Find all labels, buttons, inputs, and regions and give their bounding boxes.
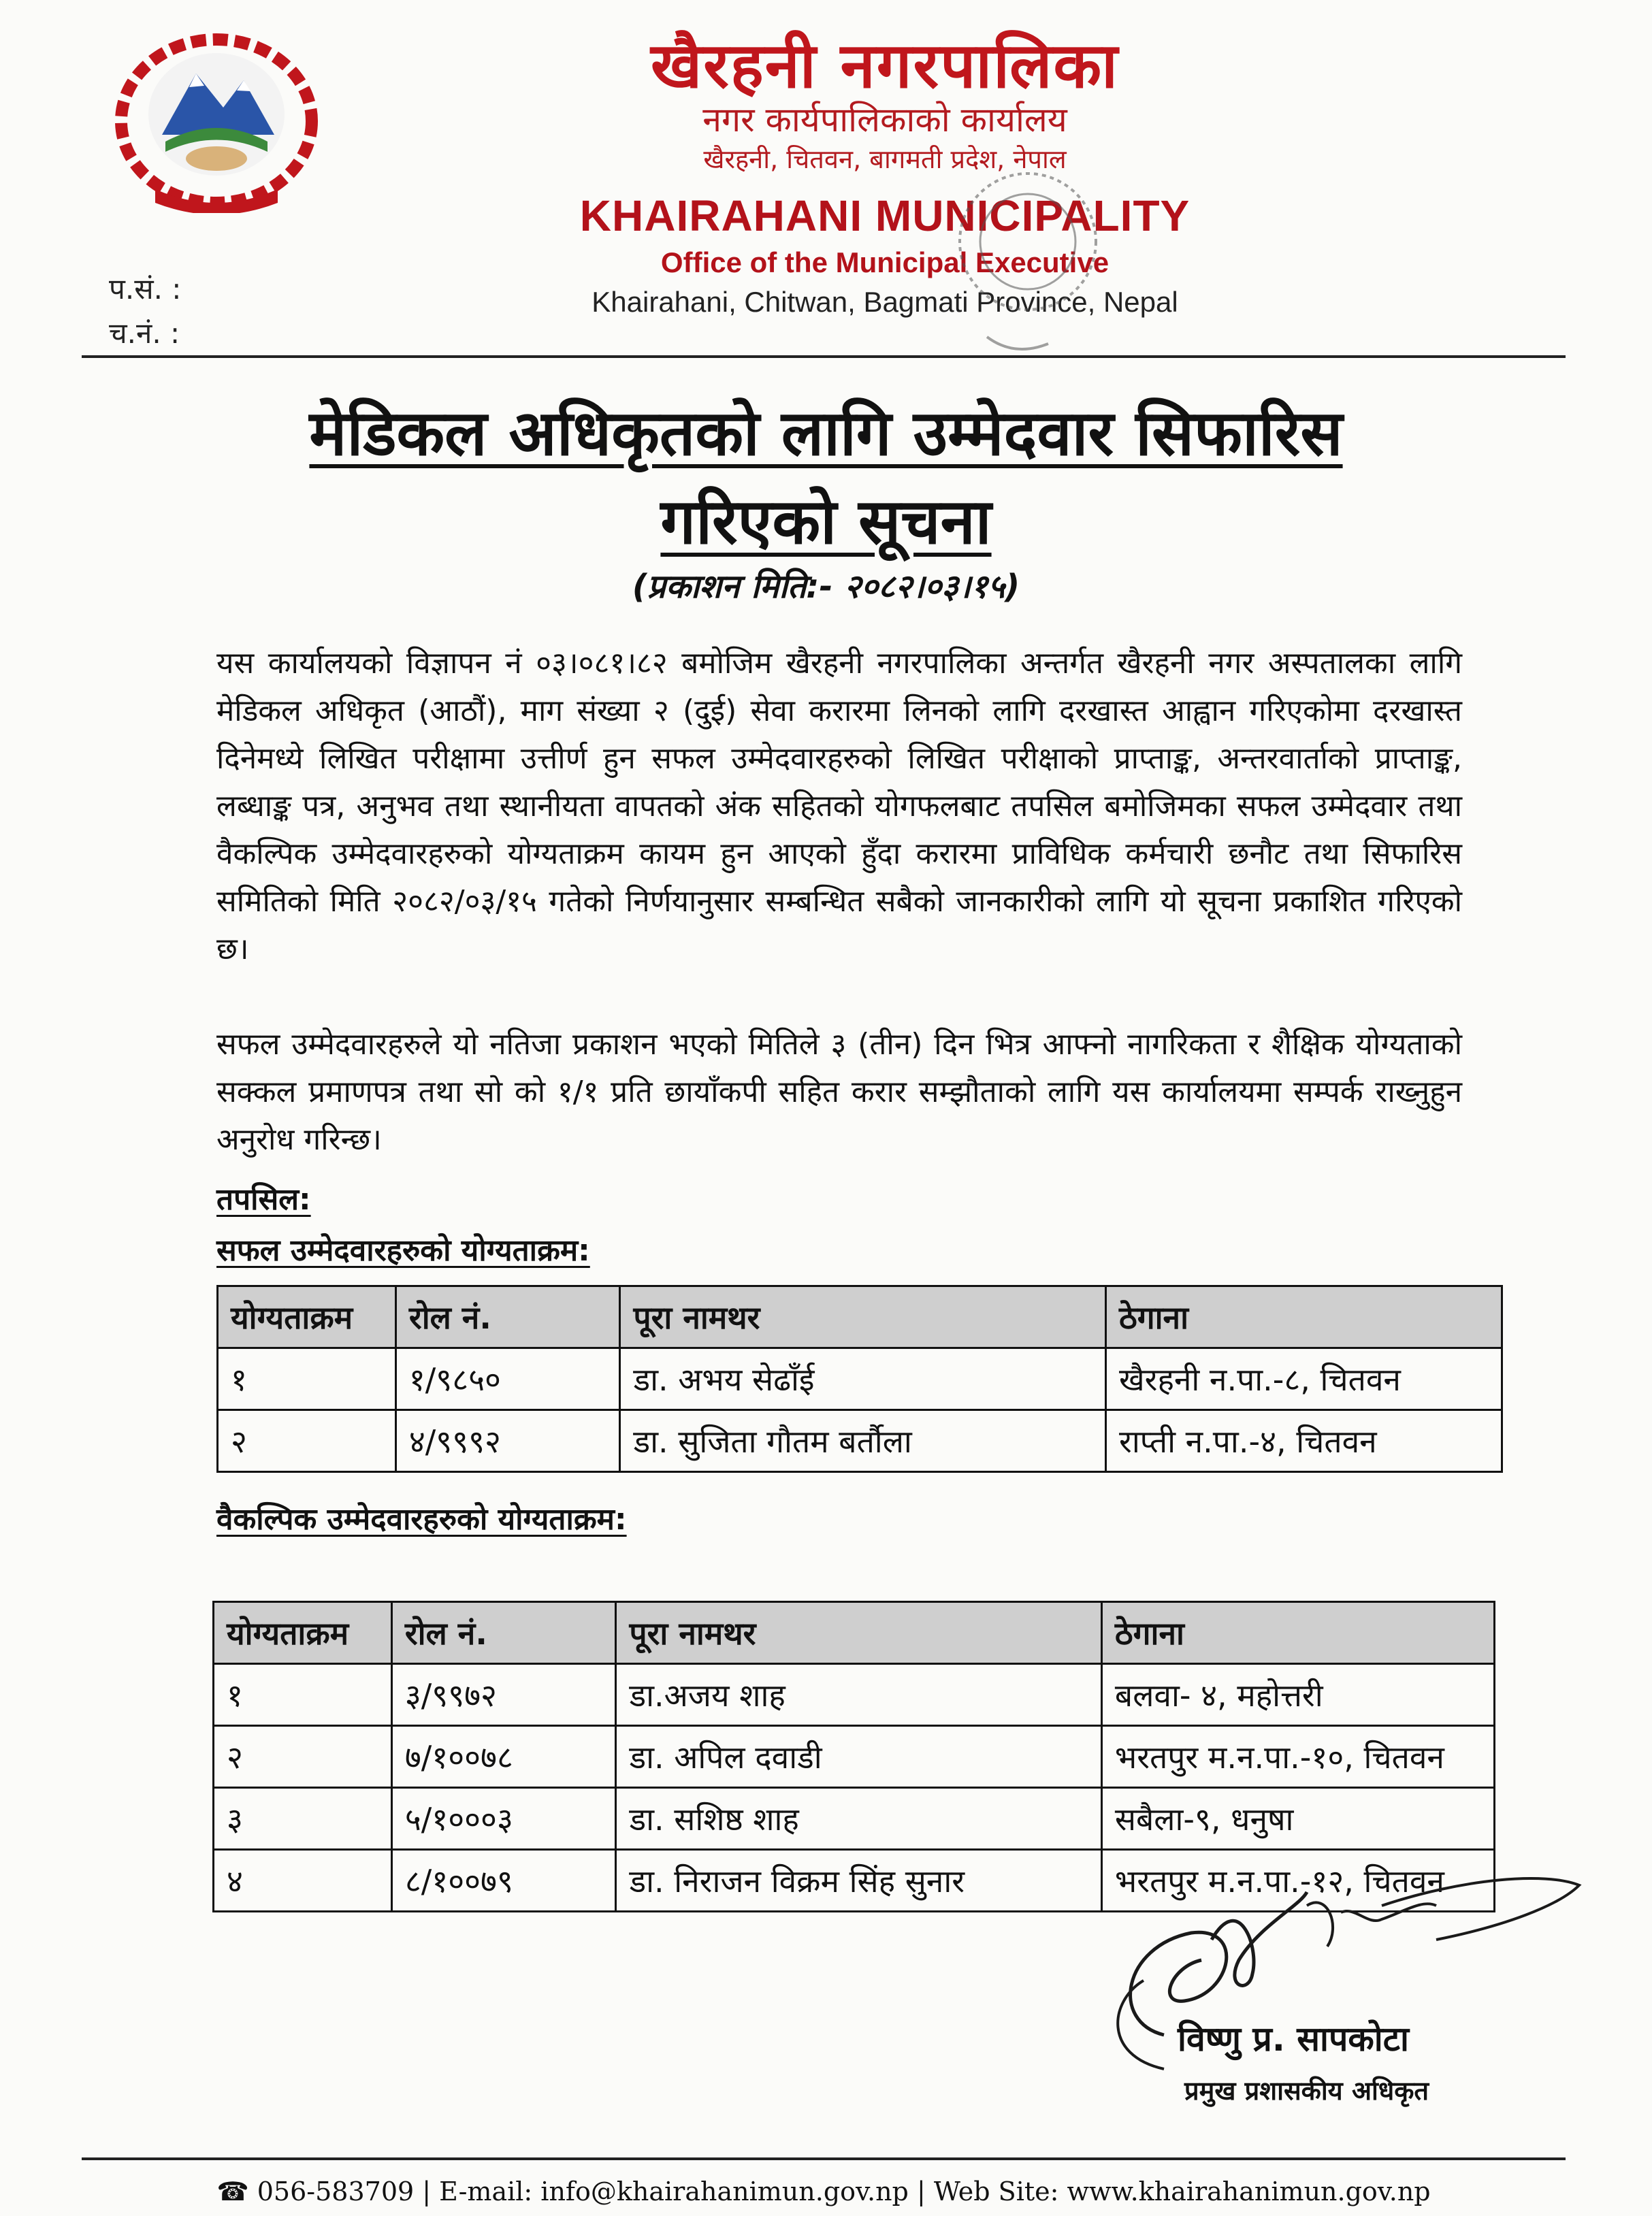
roll-no-cell: ५/१०००३ [391,1788,616,1850]
header-address: ठेगाना [1101,1602,1494,1664]
rank-cell: ४ [214,1850,392,1912]
header-rank: योग्यताक्रम [218,1286,396,1348]
table-row [214,1726,1495,1788]
table-row [218,1410,1502,1472]
rank-cell: ३ [214,1788,392,1850]
header-full-name: पूरा नामथर [620,1286,1106,1348]
signatory-name: विष्णु प्र. सापकोटा [1178,2019,1409,2059]
table-header-row [218,1286,1502,1348]
header-roll-no: रोल नं. [391,1602,616,1664]
notice-paragraph-2: सफल उम्मेदवारहरुले यो नतिजा प्रकाशन भएको मितिले ३ (तीन) दिन भित्र आफ्नो नागरिकता र शैक्षिक योग्यताको सक्कल प्रमाणपत्र तथा सो को १/१ प्रति छायाँकपी सहित करार सम्झौताको लागि यस कार्यालयमा सम्पर्क राख्नुहुन अनुरोध गरिन्छ। [216,1027,1462,1157]
header-divider [82,355,1566,358]
footer-divider [82,2157,1566,2160]
rank-cell: २ [214,1726,392,1788]
details-heading: तपसिल: [216,1182,311,1217]
roll-no-cell: ३/९९७२ [391,1664,616,1726]
header-full-name: पूरा नामथर [616,1602,1101,1664]
header-roll-no: रोल नं. [395,1286,620,1348]
name-cell: डा. निराजन विक्रम सिंह सुनार [616,1850,1101,1912]
footer-contact: ☎ 056-583709 | E-mail: info@khairahanimun.gov.np | Web Site: www.khairahanimun.gov.np [216,2177,1431,2206]
rank-cell: २ [218,1410,396,1472]
table-row [214,1788,1495,1850]
municipality-name-en: KHAIRAHANI MUNICIPALITY [579,191,1191,240]
dispatch-number-label: च.नं. : [109,316,180,350]
municipality-name-np: खैरहनी नगरपालिका [651,29,1119,102]
address-en: Khairahani, Chitwan, Bagmati Province, Nepal [592,286,1178,318]
roll-no-cell: १/९८५० [395,1348,620,1410]
signatory-title: प्रमुख प्रशासकीय अधिकृत [1184,2076,1429,2106]
name-cell: डा.अजय शाह [616,1664,1101,1726]
address-cell: सबैला-९, धनुषा [1101,1788,1494,1850]
name-cell: डा. सुजिता गौतम बर्तौला [620,1410,1106,1472]
notice-title-line2-text: गरिएको सूचना [660,485,992,558]
table-header-row [214,1602,1495,1664]
nepal-emblem-icon [114,33,319,213]
address-cell: राप्ती न.पा.-४, चितवन [1106,1410,1502,1472]
roll-no-cell: ८/१००७९ [391,1850,616,1912]
notice-title-line1-text: मेडिकल अधिकृतको लागि उम्मेदवार सिफारिस [309,397,1343,470]
notice-title-line1 [136,388,1516,473]
roll-no-cell: ७/१००७८ [391,1726,616,1788]
reference-number-label: प.सं. : [109,272,182,306]
successful-candidates-heading: सफल उम्मेदवारहरुको योग्यताक्रम: [216,1233,590,1268]
address-cell: खैरहनी न.पा.-८, चितवन [1106,1348,1502,1410]
roll-no-cell: ४/९९९२ [395,1410,620,1472]
table-row [214,1664,1495,1726]
name-cell: डा. अभय सेढाँई [620,1348,1106,1410]
address-np: खैरहनी, चितवन, बागमती प्रदेश, नेपाल [703,144,1067,174]
address-cell: बलवा- ४, महोत्तरी [1101,1664,1494,1726]
office-name-np: नगर कार्यपालिकाको कार्यालय [702,100,1067,140]
notice-paragraph-1: यस कार्यालयको विज्ञापन नं ०३।०८१।८२ बमोजिम खैरहनी नगरपालिका अन्तर्गत खैरहनी नगर अस्पतालका लागि मेडिकल अधिकृत (आठौं), माग संख्या २ (दुई) सेवा करारमा लिनको लागि दरखास्त आह्वान गरिएकोमा दरखास्त दिनेमध्ये लिखित परीक्षामा उत्तीर्ण हुन सफल उम्मेदवारहरुको लिखित परीक्षाको प्राप्ताङ्क, अन्तरवार्ताको प्राप्ताङ्क, लब्धाङ्क पत्र, अनुभव तथा स्थानीयता वापतको अंक सहितको योगफलबाट तपसिल बमोजिमका सफल उम्मेदवार तथा वैकल्पिक उम्मेदवारहरुको योग्यताक्रम कायम हुन आएको हुँदा करारमा प्राविधिक कर्मचारी छनौट तथा सिफारिस समितिको मिति २०८२/०३/१५ गतेको निर्णयानुसार सम्बन्धित सबैको जानकारीको लागि यो सूचना प्रकाशित गरिएको छ। [216,646,1462,966]
header-address: ठेगाना [1106,1286,1502,1348]
office-name-en: Office of the Municipal Executive [660,246,1110,278]
address-cell: भरतपुर म.न.पा.-१०, चितवन [1101,1726,1494,1788]
publish-date: (प्रकाशन मिति:- २०८२।०३।१५) [632,568,1020,606]
alternate-candidates-heading: वैकल्पिक उम्मेदवारहरुको योग्यताक्रम: [216,1502,627,1537]
office-stamp-icon [946,126,1123,385]
header-rank: योग्यताक्रम [214,1602,392,1664]
notice-title-line2 [136,476,1516,561]
table-row [218,1348,1502,1410]
rank-cell: १ [218,1348,396,1410]
successful-candidates-table [216,1285,1503,1473]
address-cell: भरतपुर म.न.पा.-१२, चितवन [1101,1850,1494,1912]
rank-cell: १ [214,1664,392,1726]
name-cell: डा. अपिल दवाडी [616,1726,1101,1788]
name-cell: डा. सशिष्ठ शाह [616,1788,1101,1850]
